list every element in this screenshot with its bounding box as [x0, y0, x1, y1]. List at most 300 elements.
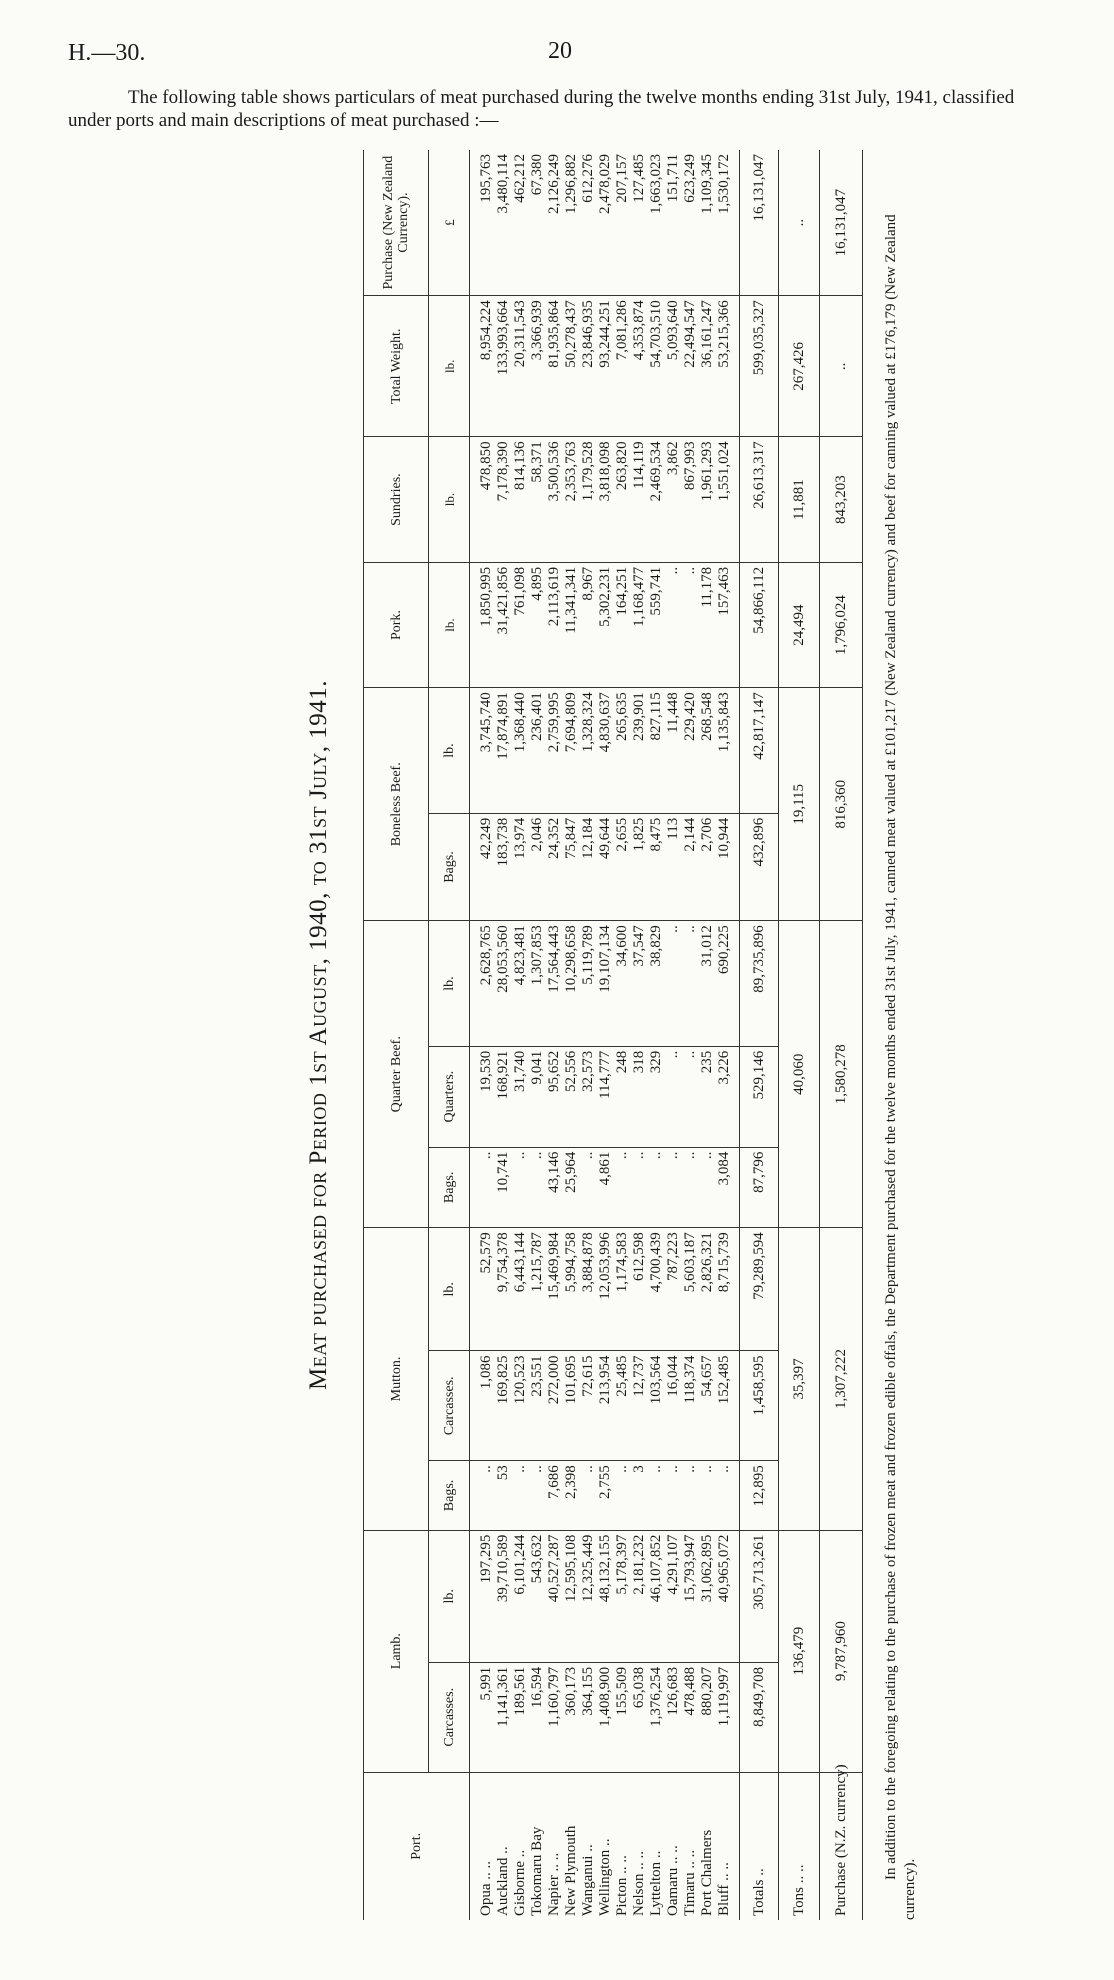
table-title: Meat purchased for Period 1st August, 1940, to 31st July, 1941. — [305, 680, 332, 1390]
cell-mut-lb: 2,826,321 — [699, 1228, 716, 1351]
col-mutton: Mutton. — [364, 1228, 429, 1530]
cell-bb-bags: 183,738 — [495, 813, 512, 921]
cell-bb-lb: 11,448 — [665, 688, 682, 813]
cell-lamb-carc: 16,594 — [529, 1662, 546, 1772]
cell-purchase: 195,763 — [470, 150, 496, 296]
purchase-pork: 1,796,024 — [820, 562, 863, 687]
sub-mutton-lb: lb. — [429, 1228, 470, 1351]
cell-qb-qtrs: 318 — [631, 1046, 648, 1147]
table-row — [665, 150, 682, 1920]
tons-label: Tons .. .. — [779, 1772, 820, 1920]
cell-purchase: 127,485 — [631, 150, 648, 296]
cell-sund-lb: 1,551,024 — [716, 437, 740, 562]
cell-bb-lb: 3,745,740 — [470, 688, 496, 813]
totals-bb-lb: 42,817,147 — [740, 688, 779, 813]
cell-bb-bags: 2,144 — [682, 813, 699, 921]
cell-lamb-carc: 126,683 — [665, 1662, 682, 1772]
cell-mut-carc: 120,523 — [512, 1351, 529, 1461]
cell-pork-lb: 11,341,341 — [563, 562, 580, 687]
cell-qb-qtrs: 3,226 — [716, 1046, 740, 1147]
cell-bb-bags: 2,046 — [529, 813, 546, 921]
cell-lamb-carc: 5,991 — [470, 1662, 496, 1772]
cell-bb-lb: 1,135,843 — [716, 688, 740, 813]
cell-lamb-lb: 12,325,449 — [580, 1530, 597, 1662]
cell-bb-lb: 827,115 — [648, 688, 665, 813]
cell-sund-lb: 2,469,534 — [648, 437, 665, 562]
purchase-mutton: 1,307,222 — [820, 1228, 863, 1530]
cell-qb-bags: .. — [648, 1147, 665, 1228]
cell-bb-lb: 229,420 — [682, 688, 699, 813]
cell-total-lb: 8,954,224 — [470, 296, 496, 437]
cell-purchase: 462,212 — [512, 150, 529, 296]
cell-pork-lb: .. — [665, 562, 682, 687]
cell-qb-bags: .. — [614, 1147, 631, 1228]
cell-qb-lb: 38,829 — [648, 921, 665, 1046]
cell-qb-lb: 28,053,560 — [495, 921, 512, 1046]
cell-lamb-carc: 189,561 — [512, 1662, 529, 1772]
cell-bb-bags: 2,706 — [699, 813, 716, 921]
cell-bb-lb: 239,901 — [631, 688, 648, 813]
cell-bb-bags: 24,352 — [546, 813, 563, 921]
totals-lamb-carcasses: 8,849,708 — [740, 1662, 779, 1772]
cell-mut-bags: 2,398 — [563, 1461, 580, 1530]
cell-pork-lb: 4,895 — [529, 562, 546, 687]
cell-qb-lb: 4,823,481 — [512, 921, 529, 1046]
table-row — [699, 150, 716, 1920]
sub-qb-bags: Bags. — [429, 1147, 470, 1228]
totals-row — [740, 150, 779, 1920]
cell-lamb-lb: 543,632 — [529, 1530, 546, 1662]
table-row — [597, 150, 614, 1920]
cell-qb-qtrs: 114,777 — [597, 1046, 614, 1147]
cell-sund-lb: 478,850 — [470, 437, 496, 562]
cell-sund-lb: 114,119 — [631, 437, 648, 562]
cell-qb-qtrs: 329 — [648, 1046, 665, 1147]
col-port: Port. — [364, 1772, 470, 1920]
cell-lamb-lb: 4,291,107 — [665, 1530, 682, 1662]
cell-purchase: 1,109,345 — [699, 150, 716, 296]
cell-purchase: 612,276 — [580, 150, 597, 296]
page-number: 20 — [548, 38, 572, 64]
cell-lamb-lb: 2,181,232 — [631, 1530, 648, 1662]
totals-label: Totals .. — [740, 1772, 779, 1920]
cell-bb-lb: 1,368,440 — [512, 688, 529, 813]
cell-lamb-lb: 15,793,947 — [682, 1530, 699, 1662]
cell-bb-bags: 113 — [665, 813, 682, 921]
cell-mut-bags: .. — [580, 1461, 597, 1530]
cell-lamb-carc: 1,408,900 — [597, 1662, 614, 1772]
col-total-weight: Total Weight. — [364, 296, 429, 437]
cell-lamb-lb: 48,132,155 — [597, 1530, 614, 1662]
cell-qb-bags: 3,084 — [716, 1147, 740, 1228]
cell-lamb-lb: 6,101,244 — [512, 1530, 529, 1662]
cell-lamb-lb: 40,527,287 — [546, 1530, 563, 1662]
cell-pork-lb: 31,421,856 — [495, 562, 512, 687]
cell-pork-lb: 761,098 — [512, 562, 529, 687]
cell-lamb-lb: 12,595,108 — [563, 1530, 580, 1662]
cell-purchase: 151,711 — [665, 150, 682, 296]
cell-qb-qtrs: 9,041 — [529, 1046, 546, 1147]
cell-mut-lb: 52,579 — [470, 1228, 496, 1351]
meat-purchase-table — [363, 150, 863, 1920]
col-lamb: Lamb. — [364, 1530, 429, 1772]
cell-qb-qtrs: .. — [682, 1046, 699, 1147]
cell-total-lb: 3,366,939 — [529, 296, 546, 437]
cell-qb-lb: 10,298,658 — [563, 921, 580, 1046]
cell-mut-lb: 787,223 — [665, 1228, 682, 1351]
cell-purchase: 3,480,114 — [495, 150, 512, 296]
cell-pork-lb: .. — [682, 562, 699, 687]
cell-port: Picton .. .. — [614, 1855, 630, 1916]
cell-qb-qtrs: 235 — [699, 1046, 716, 1147]
tons-total: 267,426 — [779, 296, 820, 437]
tons-boneless-beef: 19,115 — [779, 688, 820, 921]
cell-mut-bags: 2,755 — [597, 1461, 614, 1530]
totals-bb-bags: 432,896 — [740, 813, 779, 921]
cell-mut-bags: .. — [716, 1461, 740, 1530]
sub-sundries-lb: lb. — [429, 437, 470, 562]
table-row — [648, 150, 665, 1920]
cell-pork-lb: 2,113,619 — [546, 562, 563, 687]
intro-paragraph: The following table shows particulars of meat purchased during the twelve months ending 31st July, 1941, classified under ports and main descriptions of meat purchased :— — [68, 87, 1015, 131]
sub-pork-lb: lb. — [429, 562, 470, 687]
cell-lamb-lb: 197,295 — [470, 1530, 496, 1662]
page-reference: H.—30. — [68, 40, 146, 66]
cell-total-lb: 53,215,366 — [716, 296, 740, 437]
sub-qb-quarters: Quarters. — [429, 1046, 470, 1147]
cell-sund-lb: 1,179,528 — [580, 437, 597, 562]
cell-port: Oamaru .. .. — [665, 1845, 681, 1916]
cell-qb-bags: .. — [529, 1147, 546, 1228]
cell-bb-bags: 8,475 — [648, 813, 665, 921]
cell-mut-lb: 612,598 — [631, 1228, 648, 1351]
cell-pork-lb: 157,463 — [716, 562, 740, 687]
table-row — [470, 150, 496, 1920]
purchase-sundries: 843,203 — [820, 437, 863, 562]
sub-mutton-bags: Bags. — [429, 1461, 470, 1530]
cell-mut-lb: 1,174,583 — [614, 1228, 631, 1351]
cell-mut-lb: 9,754,378 — [495, 1228, 512, 1351]
cell-mut-carc: 272,000 — [546, 1351, 563, 1461]
cell-bb-bags: 1,825 — [631, 813, 648, 921]
tons-row — [779, 150, 820, 1920]
cell-purchase: 67,380 — [529, 150, 546, 296]
sub-qb-lb: lb. — [429, 921, 470, 1046]
cell-qb-bags: .. — [470, 1147, 496, 1228]
totals-lamb-lb: 305,713,261 — [740, 1530, 779, 1662]
cell-qb-qtrs: 95,652 — [546, 1046, 563, 1147]
cell-mut-lb: 8,715,739 — [716, 1228, 740, 1351]
purchase-row — [820, 150, 863, 1920]
cell-qb-qtrs: 168,921 — [495, 1046, 512, 1147]
cell-bb-bags: 75,847 — [563, 813, 580, 921]
tons-pork: 24,494 — [779, 562, 820, 687]
cell-qb-qtrs: 52,556 — [563, 1046, 580, 1147]
cell-lamb-carc: 65,038 — [631, 1662, 648, 1772]
purchase-boneless-beef: 816,360 — [820, 688, 863, 921]
purchase-quarter-beef: 1,580,278 — [820, 921, 863, 1228]
table-row — [529, 150, 546, 1920]
totals-pork-lb: 54,866,112 — [740, 562, 779, 687]
col-boneless-beef: Boneless Beef. — [364, 688, 429, 921]
cell-bb-lb: 265,635 — [614, 688, 631, 813]
cell-lamb-lb: 46,107,852 — [648, 1530, 665, 1662]
tons-sundries: 11,881 — [779, 437, 820, 562]
cell-sund-lb: 263,820 — [614, 437, 631, 562]
cell-lamb-lb: 31,062,895 — [699, 1530, 716, 1662]
totals-sundries-lb: 26,613,317 — [740, 437, 779, 562]
cell-purchase: 1,663,023 — [648, 150, 665, 296]
cell-qb-lb: 5,119,789 — [580, 921, 597, 1046]
cell-qb-lb: 34,600 — [614, 921, 631, 1046]
col-sundries: Sundries. — [364, 437, 429, 562]
table-row — [682, 150, 699, 1920]
cell-qb-bags: 4,861 — [597, 1147, 614, 1228]
cell-pork-lb: 164,251 — [614, 562, 631, 687]
purchase-purchase: 16,131,047 — [820, 150, 863, 296]
cell-lamb-lb: 40,965,072 — [716, 1530, 740, 1662]
cell-total-lb: 133,993,664 — [495, 296, 512, 437]
cell-qb-bags: 10,741 — [495, 1147, 512, 1228]
cell-qb-bags: .. — [580, 1147, 597, 1228]
cell-lamb-carc: 1,376,254 — [648, 1662, 665, 1772]
tons-lamb: 136,479 — [779, 1530, 820, 1772]
cell-mut-carc: 72,615 — [580, 1351, 597, 1461]
cell-total-lb: 93,244,251 — [597, 296, 614, 437]
cell-lamb-carc: 155,509 — [614, 1662, 631, 1772]
cell-total-lb: 81,935,864 — [546, 296, 563, 437]
cell-mut-carc: 1,086 — [470, 1351, 496, 1461]
cell-port: Port Chalmers — [699, 1829, 715, 1916]
cell-lamb-carc: 478,488 — [682, 1662, 699, 1772]
cell-port: Timaru .. .. — [682, 1849, 698, 1916]
cell-total-lb: 20,311,543 — [512, 296, 529, 437]
cell-lamb-carc: 880,207 — [699, 1662, 716, 1772]
cell-mut-bags: .. — [470, 1461, 496, 1530]
cell-qb-lb: 17,564,443 — [546, 921, 563, 1046]
cell-mut-bags: .. — [682, 1461, 699, 1530]
purchase-total: .. — [820, 296, 863, 437]
cell-qb-qtrs: .. — [665, 1046, 682, 1147]
cell-pork-lb: 1,850,995 — [470, 562, 496, 687]
totals-mutton-carcasses: 1,458,595 — [740, 1351, 779, 1461]
cell-purchase: 1,530,172 — [716, 150, 740, 296]
cell-sund-lb: 1,961,293 — [699, 437, 716, 562]
table-row — [563, 150, 580, 1920]
cell-sund-lb: 814,136 — [512, 437, 529, 562]
footnote: In addition to the foregoing relating to the purchase of frozen meat and frozen edible offals, the Department purchased for the twelve months ended 31st July, 1941, canned meat valued at £101,217 (New Zealand currency) and beef for canning valued at £176,179 (New Zealand currency). — [883, 214, 918, 1920]
cell-mut-carc: 25,485 — [614, 1351, 631, 1461]
cell-mut-bags: .. — [512, 1461, 529, 1530]
cell-port: Opua .. .. — [478, 1861, 494, 1916]
cell-mut-carc: 12,737 — [631, 1351, 648, 1461]
totals-qb-lb: 89,735,896 — [740, 921, 779, 1046]
col-quarter-beef: Quarter Beef. — [364, 921, 429, 1228]
cell-bb-lb: 268,548 — [699, 688, 716, 813]
cell-mut-bags: .. — [648, 1461, 665, 1530]
cell-port: Tokomaru Bay — [529, 1826, 545, 1916]
cell-pork-lb: 1,168,477 — [631, 562, 648, 687]
table-row — [716, 150, 740, 1920]
cell-lamb-carc: 1,141,361 — [495, 1662, 512, 1772]
col-pork: Pork. — [364, 562, 429, 687]
cell-purchase: 2,126,249 — [546, 150, 563, 296]
cell-mut-carc: 101,695 — [563, 1351, 580, 1461]
cell-mut-lb: 1,215,787 — [529, 1228, 546, 1351]
cell-total-lb: 7,081,286 — [614, 296, 631, 437]
purchase-lamb: 9,787,960 — [820, 1530, 863, 1772]
cell-total-lb: 4,353,874 — [631, 296, 648, 437]
cell-bb-bags: 10,944 — [716, 813, 740, 921]
col-purchase: Purchase (New Zealand Currency). — [364, 150, 429, 296]
cell-total-lb: 36,161,247 — [699, 296, 716, 437]
cell-pork-lb: 5,302,231 — [597, 562, 614, 687]
cell-bb-lb: 17,874,891 — [495, 688, 512, 813]
tons-mutton: 35,397 — [779, 1228, 820, 1530]
cell-port: Bluff .. .. — [716, 1862, 732, 1916]
cell-port: Auckland .. — [495, 1846, 511, 1916]
cell-lamb-carc: 1,119,997 — [716, 1662, 740, 1772]
cell-lamb-lb: 39,710,589 — [495, 1530, 512, 1662]
cell-pork-lb: 559,741 — [648, 562, 665, 687]
cell-bb-lb: 2,759,995 — [546, 688, 563, 813]
cell-port: Nelson .. .. — [631, 1851, 647, 1916]
cell-qb-lb: 37,547 — [631, 921, 648, 1046]
cell-qb-lb: 2,628,765 — [470, 921, 496, 1046]
cell-purchase: 1,296,882 — [563, 150, 580, 296]
table-row — [614, 150, 631, 1920]
cell-purchase: 2,478,029 — [597, 150, 614, 296]
cell-mut-carc: 16,044 — [665, 1351, 682, 1461]
cell-mut-bags: 3 — [631, 1461, 648, 1530]
cell-qb-bags: .. — [665, 1147, 682, 1228]
cell-qb-lb: .. — [665, 921, 682, 1046]
cell-total-lb: 23,846,935 — [580, 296, 597, 437]
cell-total-lb: 5,093,640 — [665, 296, 682, 437]
cell-mut-carc: 54,657 — [699, 1351, 716, 1461]
cell-mut-bags: .. — [699, 1461, 716, 1530]
totals-mutton-bags: 12,895 — [740, 1461, 779, 1530]
cell-sund-lb: 3,500,536 — [546, 437, 563, 562]
sub-mutton-carcasses: Carcasses. — [429, 1351, 470, 1461]
cell-qb-lb: 31,012 — [699, 921, 716, 1046]
cell-port: Gisborne .. — [512, 1849, 528, 1916]
cell-mut-carc: 152,485 — [716, 1351, 740, 1461]
totals-mutton-lb: 79,289,594 — [740, 1228, 779, 1351]
totals-qb-quarters: 529,146 — [740, 1046, 779, 1147]
totals-total-lb: 599,035,327 — [740, 296, 779, 437]
cell-pork-lb: 11,178 — [699, 562, 716, 687]
cell-total-lb: 22,494,547 — [682, 296, 699, 437]
tons-quarter-beef: 40,060 — [779, 921, 820, 1228]
cell-sund-lb: 58,371 — [529, 437, 546, 562]
sub-total-lb: lb. — [429, 296, 470, 437]
cell-bb-bags: 42,249 — [470, 813, 496, 921]
cell-mut-carc: 118,374 — [682, 1351, 699, 1461]
cell-sund-lb: 2,353,763 — [563, 437, 580, 562]
cell-mut-lb: 12,053,996 — [597, 1228, 614, 1351]
cell-qb-bags: 25,964 — [563, 1147, 580, 1228]
cell-lamb-carc: 1,160,797 — [546, 1662, 563, 1772]
cell-qb-qtrs: 19,530 — [470, 1046, 496, 1147]
cell-port: Wellington .. — [597, 1838, 613, 1916]
cell-qb-bags: .. — [631, 1147, 648, 1228]
cell-bb-lb: 1,328,324 — [580, 688, 597, 813]
cell-lamb-carc: 360,173 — [563, 1662, 580, 1772]
sub-bb-bags: Bags. — [429, 813, 470, 921]
cell-bb-lb: 7,694,809 — [563, 688, 580, 813]
cell-sund-lb: 7,178,390 — [495, 437, 512, 562]
cell-qb-bags: .. — [682, 1147, 699, 1228]
table-row — [580, 150, 597, 1920]
cell-mut-bags: .. — [529, 1461, 546, 1530]
cell-mut-bags: 7,686 — [546, 1461, 563, 1530]
cell-mut-bags: 53 — [495, 1461, 512, 1530]
cell-qb-qtrs: 32,573 — [580, 1046, 597, 1147]
cell-mut-lb: 3,884,878 — [580, 1228, 597, 1351]
sub-lamb-carcasses: Carcasses. — [429, 1662, 470, 1772]
cell-sund-lb: 867,993 — [682, 437, 699, 562]
cell-lamb-lb: 5,178,397 — [614, 1530, 631, 1662]
sub-bb-lb: lb. — [429, 688, 470, 813]
cell-purchase: 207,157 — [614, 150, 631, 296]
cell-qb-bags: .. — [699, 1147, 716, 1228]
tons-purchase: .. — [779, 150, 820, 296]
totals-purchase: 16,131,047 — [740, 150, 779, 296]
rotated-table-region — [290, 150, 1010, 1920]
cell-mut-carc: 103,564 — [648, 1351, 665, 1461]
cell-qb-qtrs: 31,740 — [512, 1046, 529, 1147]
table-row — [495, 150, 512, 1920]
cell-qb-bags: .. — [512, 1147, 529, 1228]
cell-mut-lb: 5,994,758 — [563, 1228, 580, 1351]
cell-pork-lb: 8,967 — [580, 562, 597, 687]
cell-mut-lb: 5,603,187 — [682, 1228, 699, 1351]
purchase-label: Purchase (N.Z. currency) — [820, 1772, 863, 1920]
cell-port: Lyttelton .. — [648, 1850, 664, 1916]
cell-qb-qtrs: 248 — [614, 1046, 631, 1147]
cell-port: New Plymouth — [563, 1825, 579, 1916]
table-row — [631, 150, 648, 1920]
cell-total-lb: 50,278,437 — [563, 296, 580, 437]
cell-purchase: 623,249 — [682, 150, 699, 296]
cell-bb-bags: 2,655 — [614, 813, 631, 921]
cell-sund-lb: 3,862 — [665, 437, 682, 562]
totals-qb-bags: 87,796 — [740, 1147, 779, 1228]
sub-lamb-lb: lb. — [429, 1530, 470, 1662]
cell-bb-lb: 4,830,637 — [597, 688, 614, 813]
cell-sund-lb: 3,818,098 — [597, 437, 614, 562]
cell-bb-bags: 12,184 — [580, 813, 597, 921]
cell-port: Napier .. .. — [546, 1852, 562, 1916]
cell-lamb-carc: 364,155 — [580, 1662, 597, 1772]
cell-port: Wanganui .. — [580, 1844, 596, 1916]
cell-bb-bags: 49,644 — [597, 813, 614, 921]
cell-mut-lb: 4,700,439 — [648, 1228, 665, 1351]
cell-bb-bags: 13,974 — [512, 813, 529, 921]
sub-purchase-pound: £ — [429, 150, 470, 296]
cell-qb-lb: 1,307,853 — [529, 921, 546, 1046]
cell-total-lb: 54,703,510 — [648, 296, 665, 437]
table-row — [546, 150, 563, 1920]
cell-mut-lb: 6,443,144 — [512, 1228, 529, 1351]
cell-mut-bags: .. — [614, 1461, 631, 1530]
cell-qb-lb: 19,107,134 — [597, 921, 614, 1046]
cell-mut-carc: 169,825 — [495, 1351, 512, 1461]
cell-mut-bags: .. — [665, 1461, 682, 1530]
cell-mut-carc: 213,954 — [597, 1351, 614, 1461]
cell-mut-lb: 15,469,984 — [546, 1228, 563, 1351]
